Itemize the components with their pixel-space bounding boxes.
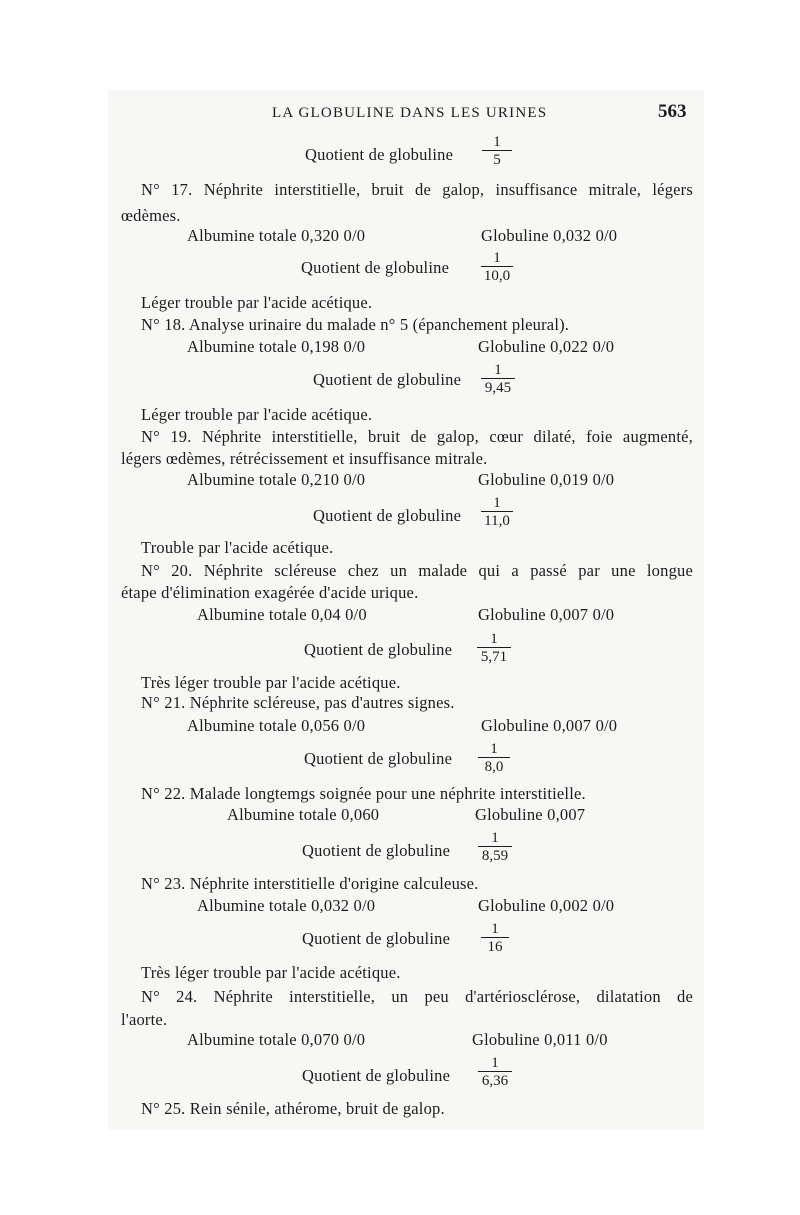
globulin-value: Globuline 0,002 0/0 — [478, 896, 615, 915]
globulin-value: Globuline 0,011 0/0 — [472, 1030, 608, 1049]
globulin-value: Globuline 0,007 0/0 — [478, 605, 615, 624]
globulin-value: Globuline 0,007 — [475, 805, 586, 824]
quotient-label: Quotient de globuline — [305, 145, 454, 164]
fraction-denominator: 16 — [481, 937, 509, 955]
case-20-description: N° 20. Néphrite scléreuse chez un malade qui a passé par une longue — [141, 561, 693, 580]
case-17-description-cont: œdèmes. — [121, 206, 181, 225]
fraction-numerator: 1 — [494, 362, 502, 378]
quotient-fraction — [482, 134, 512, 168]
albumin-value: Albumine totale 0,210 0/0 — [187, 470, 366, 489]
quotient-label: Quotient de globuline — [313, 370, 462, 389]
case-20-description-cont: étape d'élimination exagérée d'acide urique. — [121, 583, 419, 602]
quotient-label: Quotient de globuline — [304, 749, 453, 768]
case-19-description-cont: légers œdèmes, rétrécissement et insuffisance mitrale. — [121, 449, 488, 468]
quotient-fraction — [478, 741, 510, 775]
case-24-description: N° 24. Néphrite interstitielle, un peu d'artériosclérose, dilatation de — [141, 987, 693, 1006]
fraction-denominator: 11,0 — [481, 511, 513, 529]
fraction-denominator: 5,71 — [477, 647, 511, 665]
fraction-denominator: 10,0 — [481, 266, 513, 284]
observation: Léger trouble par l'acide acétique. — [141, 293, 373, 312]
quotient-label: Quotient de globuline — [301, 258, 450, 277]
globulin-value: Globuline 0,007 0/0 — [481, 716, 618, 735]
quotient-label: Quotient de globuline — [302, 841, 451, 860]
albumin-value: Albumine totale 0,198 0/0 — [187, 337, 366, 356]
page-number: 563 — [658, 101, 687, 122]
fraction-numerator: 1 — [493, 250, 501, 266]
case-24-description-cont: l'aorte. — [121, 1010, 168, 1029]
albumin-value: Albumine totale 0,320 0/0 — [187, 226, 366, 245]
case-18-description: N° 18. Analyse urinaire du malade n° 5 (épanchement pleural). — [141, 315, 570, 334]
albumin-value: Albumine totale 0,032 0/0 — [197, 896, 376, 915]
fraction-denominator: 8,0 — [478, 757, 510, 775]
quotient-fraction — [477, 631, 511, 665]
observation: Très léger trouble par l'acide acétique. — [141, 963, 401, 982]
quotient-fraction — [481, 921, 509, 955]
observation: Très léger trouble par l'acide acétique. — [141, 673, 401, 692]
albumin-value: Albumine totale 0,060 — [227, 805, 380, 824]
running-title: LA GLOBULINE DANS LES URINES — [272, 105, 548, 121]
fraction-numerator: 1 — [491, 1055, 499, 1071]
case-21-description: N° 21. Néphrite scléreuse, pas d'autres signes. — [141, 693, 455, 712]
globulin-value: Globuline 0,022 0/0 — [478, 337, 615, 356]
fraction-numerator: 1 — [490, 631, 498, 647]
fraction-denominator: 9,45 — [481, 378, 515, 396]
fraction-numerator: 1 — [491, 830, 499, 846]
case-23-description: N° 23. Néphrite interstitielle d'origine calculeuse. — [141, 874, 479, 893]
case-25-description: N° 25. Rein sénile, athérome, bruit de galop. — [141, 1099, 445, 1118]
fraction-numerator: 1 — [491, 921, 499, 937]
globulin-value: Globuline 0,019 0/0 — [478, 470, 615, 489]
globulin-value: Globuline 0,032 0/0 — [481, 226, 618, 245]
fraction-numerator: 1 — [493, 495, 501, 511]
quotient-label: Quotient de globuline — [302, 1066, 451, 1085]
case-19-description: N° 19. Néphrite interstitielle, bruit de galop, cœur dilaté, foie augmenté, — [141, 427, 693, 446]
quotient-fraction — [481, 362, 515, 396]
quotient-label: Quotient de globuline — [313, 506, 462, 525]
quotient-fraction — [478, 1055, 512, 1089]
albumin-value: Albumine totale 0,04 0/0 — [197, 605, 367, 624]
quotient-label: Quotient de globuline — [304, 640, 453, 659]
quotient-label: Quotient de globuline — [302, 929, 451, 948]
case-22-description: N° 22. Malade longtemgs soignée pour une néphrite interstitielle. — [141, 784, 586, 803]
fraction-denominator: 5 — [482, 150, 512, 168]
albumin-value: Albumine totale 0,056 0/0 — [187, 716, 366, 735]
quotient-fraction — [481, 250, 513, 284]
observation: Trouble par l'acide acétique. — [141, 538, 334, 557]
observation: Léger trouble par l'acide acétique. — [141, 405, 373, 424]
case-17-description: N° 17. Néphrite interstitielle, bruit de galop, insuffisance mitrale, légers — [141, 180, 693, 199]
fraction-numerator: 1 — [490, 741, 498, 757]
fraction-denominator: 8,59 — [478, 846, 512, 864]
fraction-denominator: 6,36 — [478, 1071, 512, 1089]
albumin-value: Albumine totale 0,070 0/0 — [187, 1030, 366, 1049]
fraction-numerator: 1 — [493, 134, 501, 150]
quotient-fraction — [481, 495, 513, 529]
quotient-fraction — [478, 830, 512, 864]
